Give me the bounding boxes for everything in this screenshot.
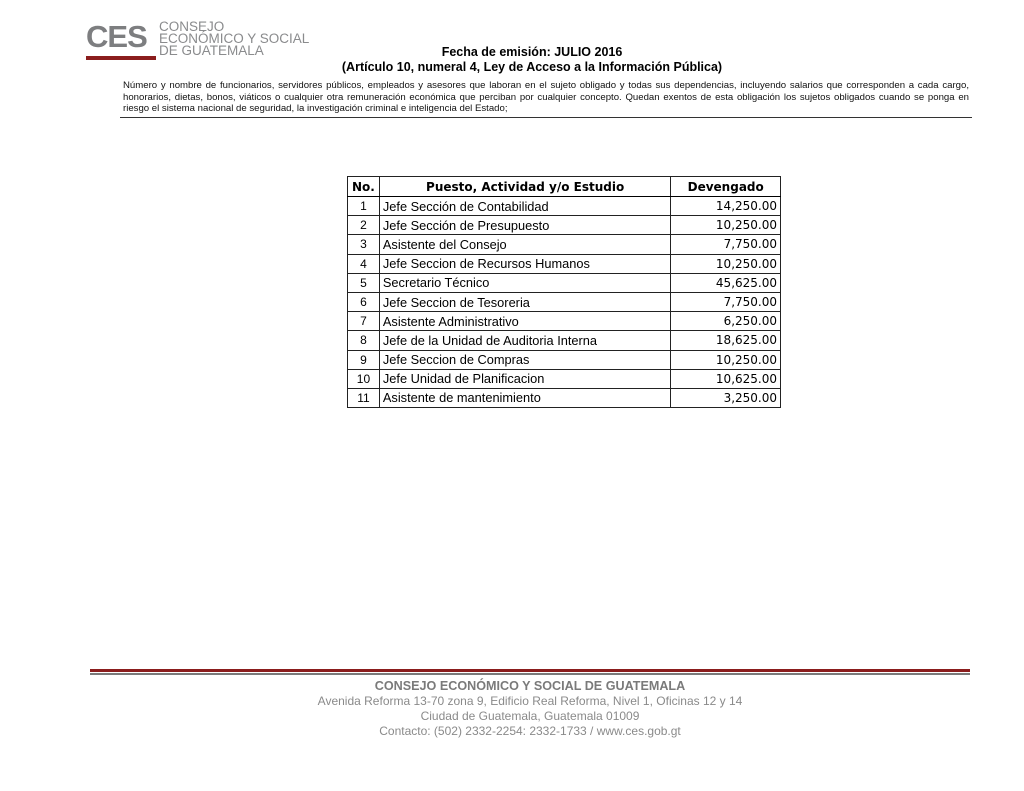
row-number: 1: [348, 197, 380, 216]
row-number: 10: [348, 369, 380, 388]
footer-title: CONSEJO ECONÓMICO Y SOCIAL DE GUATEMALA: [374, 679, 686, 693]
row-position: Jefe Unidad de Planificacion: [379, 369, 670, 388]
column-header-no: No.: [348, 177, 380, 197]
row-number: 8: [348, 331, 380, 350]
logo-line-2: ECONÓMICO Y SOCIAL: [159, 31, 310, 47]
row-devengado: 10,625.00: [671, 369, 781, 388]
row-position: Jefe Seccion de Tesoreria: [379, 292, 670, 311]
row-number: 11: [348, 388, 380, 407]
row-number: 3: [348, 235, 380, 254]
footer-city: Ciudad de Guatemala, Guatemala 01009: [420, 709, 640, 723]
table-row: [348, 273, 781, 292]
row-number: 4: [348, 254, 380, 273]
table-header-row: [348, 177, 781, 197]
row-devengado: 45,625.00: [671, 273, 781, 292]
law-reference-heading: (Artículo 10, numeral 4, Ley de Acceso a la Información Pública): [341, 60, 723, 74]
row-devengado: 3,250.00: [671, 388, 781, 407]
row-position: Jefe Sección de Contabilidad: [379, 197, 670, 216]
row-position: Asistente del Consejo: [379, 235, 670, 254]
issue-date-heading: Fecha de emisión: JULIO 2016: [441, 45, 623, 59]
table-row: [348, 369, 781, 388]
row-devengado: 7,750.00: [671, 235, 781, 254]
row-devengado: 10,250.00: [671, 254, 781, 273]
table-body: [348, 197, 781, 408]
logo-mark: CES: [86, 19, 147, 54]
row-position: Jefe Sección de Presupuesto: [379, 216, 670, 235]
table-row: [348, 388, 781, 407]
footer-address: Avenida Reforma 13-70 zona 9, Edificio Real Reforma, Nivel 1, Oficinas 12 y 14: [317, 694, 743, 708]
column-header-puesto: Puesto, Actividad y/o Estudio: [379, 177, 670, 197]
table-row: [348, 331, 781, 350]
table-row: [348, 216, 781, 235]
row-position: Asistente Administrativo: [379, 312, 670, 331]
logo-line-3: DE GUATEMALA: [159, 43, 264, 59]
row-devengado: 10,250.00: [671, 350, 781, 369]
row-number: 7: [348, 312, 380, 331]
row-number: 9: [348, 350, 380, 369]
row-position: Jefe de la Unidad de Auditoria Interna: [379, 331, 670, 350]
description-divider: [120, 117, 972, 118]
row-number: 6: [348, 292, 380, 311]
document-description: Número y nombre de funcionarios, servidores públicos, empleados y asesores que laboran en el sujeto obligado y todas sus dependencias, incluyendo salarios que corresponden a cada cargo, honorarios, dietas, bonos, viáticos o cualquier otra remuneración económica que perciban por cualquier concepto. Quedan exentos de esta obligación los sujetos obligados cuando se ponga en riesgo el sistema nacional de seguridad, la investigación criminal e inteligencia del Estado;: [123, 80, 969, 115]
row-devengado: 6,250.00: [671, 312, 781, 331]
footer-divider-gray: [90, 673, 970, 675]
row-position: Secretario Técnico: [379, 273, 670, 292]
table-row: [348, 197, 781, 216]
row-position: Asistente de mantenimiento: [379, 388, 670, 407]
row-position: Jefe Seccion de Recursos Humanos: [379, 254, 670, 273]
row-number: 5: [348, 273, 380, 292]
row-devengado: 10,250.00: [671, 216, 781, 235]
row-devengado: 14,250.00: [671, 197, 781, 216]
column-header-devengado: Devengado: [671, 177, 781, 197]
row-devengado: 18,625.00: [671, 331, 781, 350]
salary-table: [347, 176, 781, 408]
row-devengado: 7,750.00: [671, 292, 781, 311]
row-number: 2: [348, 216, 380, 235]
footer-divider-red: [90, 669, 970, 672]
table-row: [348, 312, 781, 331]
row-position: Jefe Seccion de Compras: [379, 350, 670, 369]
logo-line-1: CONSEJO: [159, 19, 225, 34]
footer-contact: Contacto: (502) 2332-2254: 2332-1733 / www.ces.gob.gt: [379, 724, 681, 738]
table-row: [348, 292, 781, 311]
table-row: [348, 350, 781, 369]
table-row: [348, 254, 781, 273]
table-row: [348, 235, 781, 254]
